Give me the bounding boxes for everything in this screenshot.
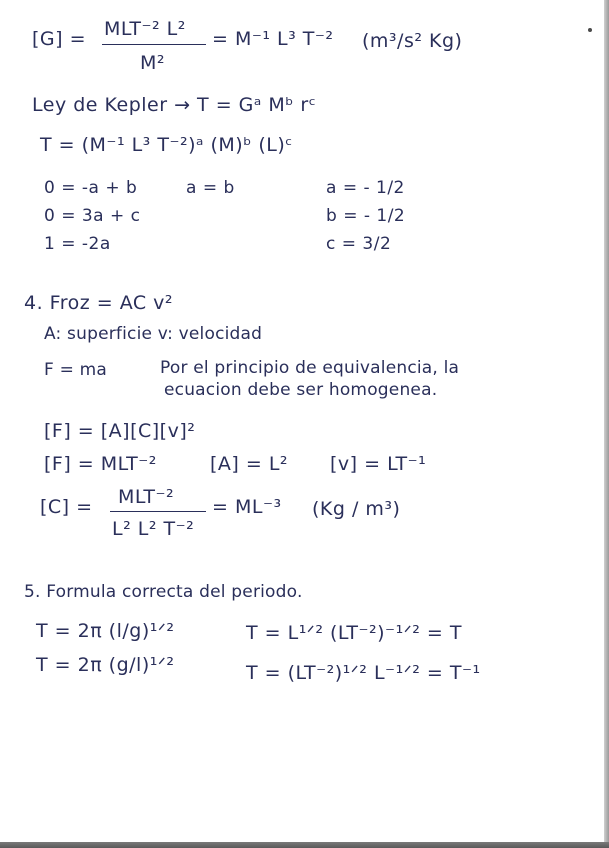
pendulum-formula-2-check: T = (LT⁻²)¹ᐟ² L⁻¹ᐟ² = T⁻¹ [246, 662, 481, 684]
equation-3: 1 = -2a [44, 234, 111, 254]
kepler-law: Ley de Kepler → T = Gᵃ Mᵇ rᶜ [32, 94, 317, 116]
solution-b: b = - 1/2 [326, 206, 406, 226]
problem-5-heading: 5. Formula correcta del periodo. [24, 582, 303, 602]
c-rhs: = ML⁻³ [212, 496, 282, 518]
equation-1-result: a = b [186, 178, 235, 198]
newton-law: F = ma [44, 360, 108, 380]
g-lhs: [G] = [32, 28, 87, 50]
page-shadow-bottom [0, 842, 609, 848]
pendulum-formula-1-check: T = L¹ᐟ² (LT⁻²)⁻¹ᐟ² = T [246, 622, 462, 644]
pendulum-formula-1: T = 2π (l/g)¹ᐟ² [36, 620, 175, 642]
equivalence-note-line-2: ecuacion debe ser homogenea. [164, 380, 438, 400]
pendulum-formula-2: T = 2π (g/l)¹ᐟ² [36, 654, 175, 676]
dimension-area: [A] = L² [210, 453, 289, 475]
solution-a: a = - 1/2 [326, 178, 405, 198]
ink-dot [588, 28, 592, 32]
c-denominator: L² L² T⁻² [112, 518, 195, 540]
g-fraction-bar [102, 44, 206, 45]
c-fraction-bar [110, 511, 206, 512]
g-units: (m³/s² Kg) [362, 30, 463, 52]
solution-c: c = 3/2 [326, 234, 392, 254]
dimension-equation-1: [F] = [A][C][v]² [44, 420, 196, 442]
c-lhs: [C] = [40, 496, 93, 518]
g-denominator: M² [140, 52, 166, 74]
page-shadow-right [604, 0, 609, 848]
g-rhs: = M⁻¹ L³ T⁻² [212, 28, 334, 50]
t-expression: T = (M⁻¹ L³ T⁻²)ᵃ (M)ᵇ (L)ᶜ [40, 134, 293, 156]
c-units: (Kg / m³) [312, 498, 401, 520]
c-numerator: MLT⁻² [118, 486, 175, 508]
dimension-force: [F] = MLT⁻² [44, 453, 157, 475]
equivalence-note-line-1: Por el principio de equivalencia, la [160, 358, 460, 378]
dimension-velocity: [v] = LT⁻¹ [330, 453, 427, 475]
equation-1: 0 = -a + b [44, 178, 138, 198]
equation-2: 0 = 3a + c [44, 206, 141, 226]
g-numerator: MLT⁻² L² [104, 18, 186, 40]
problem-4-heading: 4. Froz = AC v² [24, 292, 174, 314]
problem-4-definitions: A: superficie v: velocidad [44, 324, 263, 344]
